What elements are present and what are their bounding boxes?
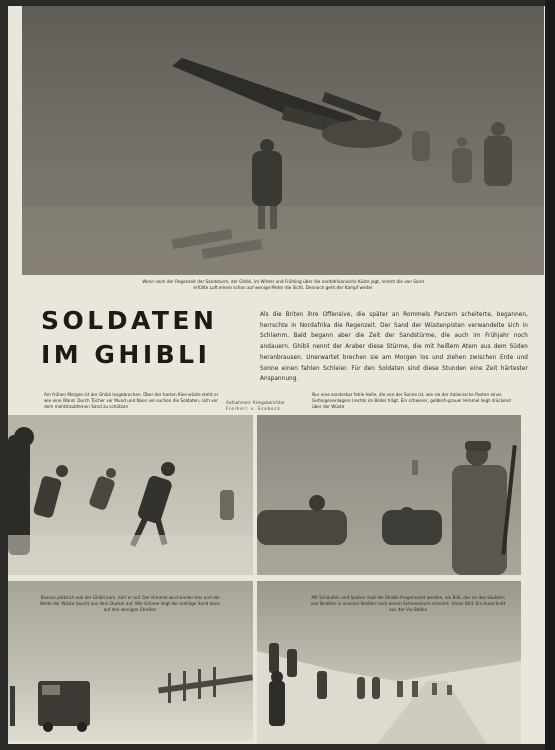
magazine-page (8, 6, 545, 744)
page-spine-edge (545, 0, 555, 750)
photo-prisoners-guard (257, 415, 521, 575)
caption-lower-right: Mit Schaufeln und Spaten muß die Straße freigemacht werden, ein Bild, das an das Säubern von Straßen in unseren Breiten nach einem Schneesturm erinnert. Unser Bild: Ein Ausschnitt aus der Via Balbia (310, 595, 506, 612)
caption-top: Wenn nach der Regenzeit der Sandsturm, der Ghibli, im Winter und Frühling über die nordafrikanische Küste jagt, nimmt die von Sand erfüllte Luft einem schon auf wenige Meter die Sicht. Dennoch geht der Kampf weiter (142, 279, 424, 290)
photo-credit-line-1: Aufnahmen: Kriegsberichter (226, 400, 285, 405)
photo-soldiers-running (8, 415, 253, 575)
headline (41, 304, 217, 372)
headline-line-1: SOLDATEN (41, 306, 218, 335)
caption-mid-right: Nur eine sonderbar fahle Helle, die von der Sonne ist, wie sie der italienische Posten eines Gefangenenlagers (rechts im Bilde) trägt. Ein schwerer, gelblich-grauer Himmel liegt drückend über der Wüste (312, 392, 511, 409)
headline-line-2: IM GHIBLI (41, 340, 211, 369)
photo-artillery-sandstorm (22, 6, 544, 275)
photo-credit-line-2: Freiherr v. Esebeck (226, 406, 281, 411)
caption-lower-left: Ebenso plötzlich wie der Ghibli kam, hört er auf. Der Himmel wird wieder klar und die Weite der Wüste taucht aus dem Dunkel auf. Wie Schnee liegt der mehlige Sand dann auf den wenigen Straßen (39, 595, 221, 612)
article-body: Als die Briten ihre Offensive, die später an Rommels Panzern scheiterte, begannen, herrschte in Nordafrika die Regenzeit. Der Sand der Wüstenpisten verwandelte sich in Schlamm. Bald begann aber die Zeit der Sandstürme, die auch im Frühjahr noch andauern. Ghibli nennt der Araber diese Stürme, die mit heißem Atem aus dem Süden heranbrausen. Unerwartet brechen sie am Morgen los und ziehen zwischen Erde und Sonne einen fahlen Schleier. Für den Soldaten sind diese Stunden eine Zeit härtester Anspannung. (260, 312, 528, 383)
photo-credit (226, 400, 285, 412)
caption-intro-left: Am frühen Morgen ist der Ghibli losgebrochen. Über der harten Kies-wüste steht er wie eine Wand. Durch Tücher vor Mund und Nase ver-suchen die Soldaten, sich vor dem mehlstaubfeinen Sand zu schützen (44, 392, 219, 409)
